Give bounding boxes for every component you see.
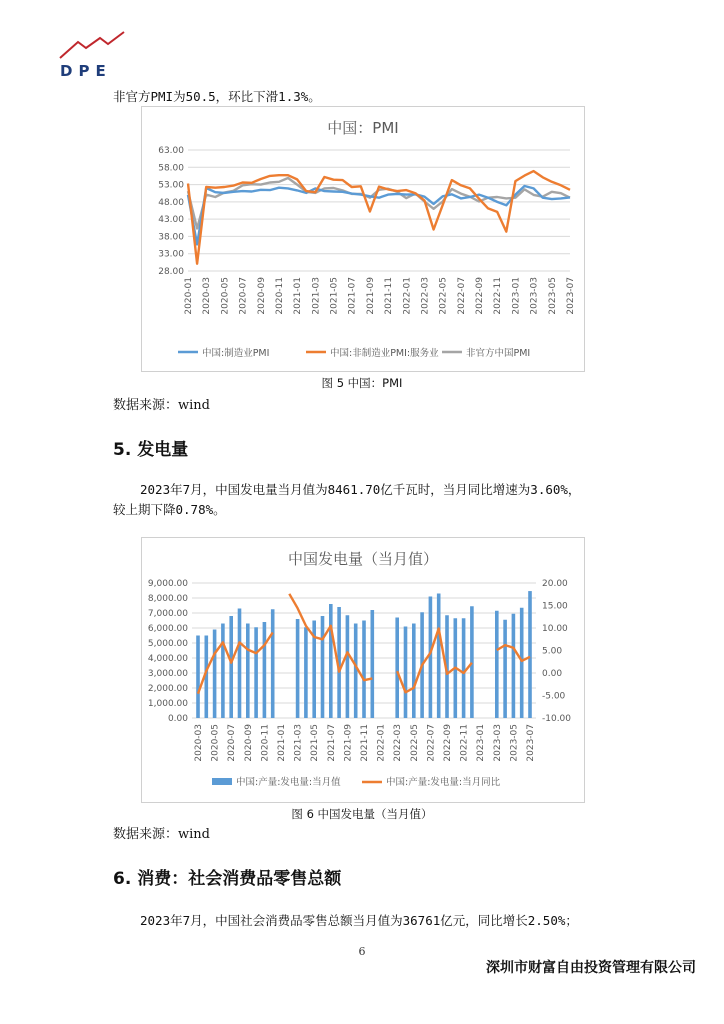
power-bar — [329, 604, 333, 718]
power-x-tick-label: 2023-07 — [526, 724, 536, 762]
power-y-tick-label: 2,000.00 — [147, 684, 188, 694]
power-x-tick-label: 2021-05 — [310, 724, 321, 762]
power-bars — [196, 591, 532, 718]
power-bar — [495, 611, 499, 718]
power-y-tick-label: 5,000.00 — [147, 639, 188, 649]
power-y2-tick-label: 20.00 — [542, 579, 568, 589]
power-y-axis-left — [148, 579, 188, 724]
power-bar — [296, 619, 300, 718]
power-x-tick-label: 2023-03 — [492, 724, 503, 762]
section-6-para-line1: 2023年7月，中国社会消费品零售总额当月值为36761亿元，同比增长2.50%； — [140, 913, 578, 928]
power-bar — [229, 616, 233, 718]
power-bar — [520, 608, 524, 718]
pmi-x-tick-label: 2021-05 — [329, 277, 340, 315]
power-x-tick-label: 2021-09 — [343, 724, 354, 762]
pmi-chart — [141, 106, 585, 372]
pmi-legend-label: 中国:制造业PMI — [202, 348, 270, 359]
power-bar — [371, 610, 375, 718]
pmi-legend — [178, 347, 530, 359]
pmi-x-tick-label: 2022-01 — [402, 277, 413, 315]
power-yoy-line-segment — [397, 629, 472, 693]
power-bar — [196, 636, 200, 719]
pmi-x-tick-label: 2023-03 — [529, 277, 540, 315]
power-bar — [354, 624, 358, 719]
pmi-y-tick-label: 63.00 — [158, 146, 184, 156]
power-bar — [263, 622, 267, 718]
pmi-x-tick-label: 2022-09 — [475, 277, 486, 315]
figure-5-source: 数据来源：wind — [113, 398, 210, 413]
pmi-y-tick-label: 33.00 — [158, 249, 184, 260]
power-y-tick-label: 0.00 — [167, 714, 188, 724]
pmi-x-tick-label: 2021-03 — [311, 277, 322, 315]
power-x-tick-label: 2022-05 — [409, 724, 420, 762]
power-x-tick-label: 2022-11 — [459, 724, 470, 762]
power-legend-label: 中国:产量:发电量:当月同比 — [386, 777, 501, 788]
power-y2-tick-label: -10.00 — [542, 714, 572, 724]
pmi-x-tick-label: 2021-09 — [365, 277, 376, 315]
power-bar — [304, 627, 308, 718]
logo-text: DPE — [60, 62, 112, 80]
pmi-grid — [188, 150, 570, 271]
power-bar — [462, 618, 466, 718]
power-y-tick-label: 9,000.00 — [147, 579, 188, 589]
pmi-x-tick-label: 2023-01 — [511, 277, 522, 315]
pmi-y-tick-label: 53.00 — [158, 180, 184, 191]
pmi-legend-label: 中国:非制造业PMI:服务业 — [330, 348, 439, 359]
power-x-tick-label: 2022-09 — [443, 724, 453, 762]
power-bar — [437, 594, 441, 719]
power-bar — [221, 624, 225, 719]
power-x-tick-label: 2020-09 — [243, 724, 254, 762]
pmi-x-axis — [184, 277, 576, 315]
pmi-x-tick-label: 2022-05 — [438, 277, 449, 315]
power-x-tick-label: 2020-05 — [210, 724, 221, 762]
power-bar — [395, 618, 399, 719]
page-number: 6 — [358, 945, 366, 958]
pmi-x-tick-label: 2020-07 — [238, 277, 249, 315]
pmi-x-tick-label: 2022-07 — [456, 277, 467, 315]
power-chart-title: 中国发电量（当月值） — [287, 550, 439, 568]
power-yoy-line-segment — [198, 633, 273, 694]
power-bar — [412, 624, 416, 719]
power-y-tick-label: 7,000.00 — [147, 609, 188, 619]
pmi-x-tick-label: 2020-01 — [184, 277, 194, 315]
power-bar — [404, 627, 408, 719]
logo-swoosh-icon — [58, 28, 128, 62]
pmi-x-tick-label: 2023-07 — [566, 277, 576, 315]
pmi-x-tick-label: 2021-01 — [293, 277, 304, 315]
pmi-y-tick-label: 48.00 — [158, 197, 184, 208]
section-6-heading: 6. 消费：社会消费品零售总额 — [113, 869, 342, 889]
power-legend-swatch-bar — [212, 778, 232, 785]
pmi-x-tick-label: 2022-03 — [420, 277, 431, 315]
power-y2-tick-label: -5.00 — [542, 691, 566, 702]
power-bar — [254, 627, 258, 718]
section-5-para-line2: 较上期下降0.78%。 — [113, 502, 226, 517]
power-chart — [141, 537, 585, 803]
power-x-tick-label: 2020-07 — [227, 724, 238, 762]
power-y-tick-label: 8,000.00 — [147, 594, 188, 604]
power-x-tick-label: 2022-01 — [376, 724, 387, 762]
figure-5-caption: 图 5 中国：PMI — [321, 376, 403, 390]
power-bar — [238, 609, 242, 719]
section-5-para-line1: 2023年7月，中国发电量当月值为8461.70亿千瓦时，当月同比增速为3.60%， — [140, 482, 581, 497]
pmi-x-tick-label: 2020-05 — [220, 277, 231, 315]
power-x-tick-label: 2021-01 — [277, 724, 287, 762]
power-x-tick-label: 2020-03 — [194, 724, 204, 762]
power-x-tick-label: 2020-11 — [260, 724, 271, 762]
power-x-axis — [194, 724, 536, 762]
figure-6-source: 数据来源：wind — [113, 827, 210, 842]
power-bar — [503, 620, 507, 718]
power-y2-tick-label: 5.00 — [542, 646, 563, 657]
pmi-chart-title: 中国：PMI — [327, 119, 399, 137]
power-y-axis-right — [542, 579, 571, 724]
power-y2-tick-label: 10.00 — [542, 624, 568, 634]
power-bar — [321, 616, 325, 718]
pmi-x-tick-label: 2020-11 — [274, 277, 285, 315]
power-x-tick-label: 2022-07 — [426, 724, 437, 762]
power-y-tick-label: 1,000.00 — [147, 699, 188, 709]
pmi-x-tick-label: 2023-05 — [547, 277, 558, 315]
power-y2-tick-label: 0.00 — [542, 669, 563, 679]
power-bar — [528, 591, 532, 718]
figure-6-caption: 图 6 中国发电量（当月值） — [291, 807, 433, 821]
power-bar — [429, 597, 433, 719]
pmi-x-tick-label: 2020-09 — [256, 277, 267, 315]
pmi-y-tick-label: 43.00 — [158, 215, 184, 226]
power-x-tick-label: 2023-05 — [509, 724, 520, 762]
power-y2-tick-label: 15.00 — [542, 601, 568, 612]
power-x-tick-label: 2021-07 — [326, 724, 337, 762]
pmi-x-tick-label: 2021-07 — [347, 277, 358, 315]
pmi-legend-label: 非官方中国PMI — [466, 348, 531, 359]
power-x-tick-label: 2022-03 — [393, 724, 404, 762]
power-bar — [362, 621, 366, 719]
power-x-tick-label: 2021-03 — [293, 724, 304, 762]
pmi-x-tick-label: 2022-11 — [493, 277, 504, 315]
power-legend — [212, 776, 501, 788]
power-bar — [512, 614, 516, 718]
pmi-y-tick-label: 28.00 — [158, 267, 184, 277]
pmi-x-tick-label: 2020-03 — [202, 277, 213, 315]
power-bar — [271, 609, 275, 718]
power-bar — [470, 606, 474, 718]
pmi-y-tick-label: 58.00 — [158, 163, 184, 174]
intro-line: 非官方PMI为50.5，环比下滑1.3%。 — [113, 89, 321, 104]
power-x-tick-label: 2023-01 — [476, 724, 487, 762]
power-chart-svg — [142, 538, 584, 802]
power-y-tick-label: 6,000.00 — [147, 624, 188, 634]
section-5-heading: 5. 发电量 — [113, 440, 189, 460]
power-x-tick-label: 2021-11 — [360, 724, 370, 762]
power-y-tick-label: 3,000.00 — [147, 669, 188, 679]
pmi-x-tick-label: 2021-11 — [384, 277, 395, 315]
pmi-y-tick-label: 38.00 — [158, 232, 184, 243]
footer-company-name: 深圳市财富自由投资管理有限公司 — [486, 960, 696, 976]
power-bar — [213, 630, 217, 719]
power-legend-label: 中国:产量:发电量:当月值 — [236, 777, 341, 788]
pmi-y-axis — [158, 146, 184, 277]
power-bar — [246, 624, 250, 719]
power-bar — [346, 615, 350, 718]
pmi-chart-svg — [142, 107, 584, 371]
power-y-tick-label: 4,000.00 — [147, 654, 188, 664]
